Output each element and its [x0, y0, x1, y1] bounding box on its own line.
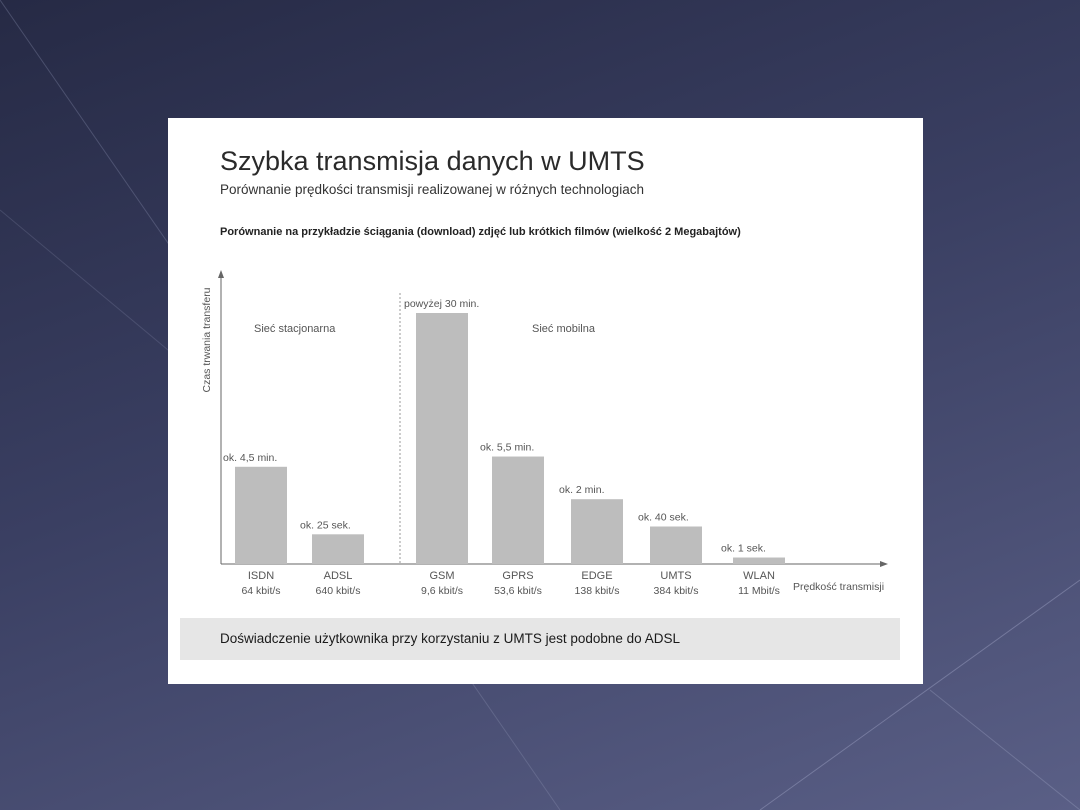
chart-subtitle: Porównanie prędkości transmisji realizowanej w różnych technologiach — [220, 182, 644, 197]
y-axis-arrow — [218, 270, 224, 278]
bar-edge — [571, 499, 623, 564]
speed-label: 640 kbit/s — [315, 585, 361, 597]
x-axis-arrow — [880, 561, 888, 567]
chart-description: Porównanie na przykładzie ściągania (download) zdjęć lub krótkich filmów (wielkość 2 Megabajtów) — [220, 226, 741, 238]
x-axis-label: Prędkość transmisji — [793, 581, 885, 593]
bar-gprs — [492, 457, 544, 564]
speed-label: 11 Mbit/s — [738, 585, 780, 597]
category-label: UMTS — [660, 570, 692, 582]
category-label: ISDN — [247, 570, 275, 582]
value-label: ok. 5,5 min. — [480, 441, 535, 454]
bar-isdn — [235, 467, 287, 564]
speed-label: 64 kbit/s — [241, 585, 281, 597]
footnote-text: Doświadczenie użytkownika przy korzystaniu z UMTS jest podobne do ADSL — [220, 631, 680, 646]
value-label: ok. 2 min. — [559, 484, 605, 497]
bar-wlan — [733, 558, 785, 564]
bar-gsm — [416, 313, 468, 564]
chart-image — [168, 118, 923, 684]
value-label: powyżej 30 min. — [404, 298, 480, 310]
category-label: EDGE — [581, 570, 613, 582]
bar-adsl — [312, 534, 364, 564]
group-label: Sieć stacjonarna — [254, 323, 336, 335]
y-axis-label: Czas trwania transferu — [201, 287, 213, 393]
value-label: ok. 40 sek. — [638, 511, 689, 524]
value-label: ok. 4,5 min. — [223, 451, 278, 464]
category-label: WLAN — [743, 570, 775, 582]
category-label: GSM — [429, 570, 455, 582]
speed-label: 53,6 kbit/s — [494, 585, 542, 597]
speed-label: 9,6 kbit/s — [420, 585, 464, 597]
bar-umts — [650, 526, 702, 564]
group-label: Sieć mobilna — [532, 323, 595, 335]
bar-chart — [168, 118, 923, 684]
footnote-bar — [180, 618, 900, 660]
value-label: ok. 25 sek. — [300, 519, 351, 532]
category-label: GPRS — [502, 570, 534, 582]
value-label: ok. 1 sek. — [721, 542, 766, 555]
speed-label: 138 kbit/s — [574, 585, 620, 597]
chart-title: Szybka transmisja danych w UMTS — [220, 146, 645, 176]
category-label: ADSL — [323, 570, 353, 582]
speed-label: 384 kbit/s — [653, 585, 699, 597]
